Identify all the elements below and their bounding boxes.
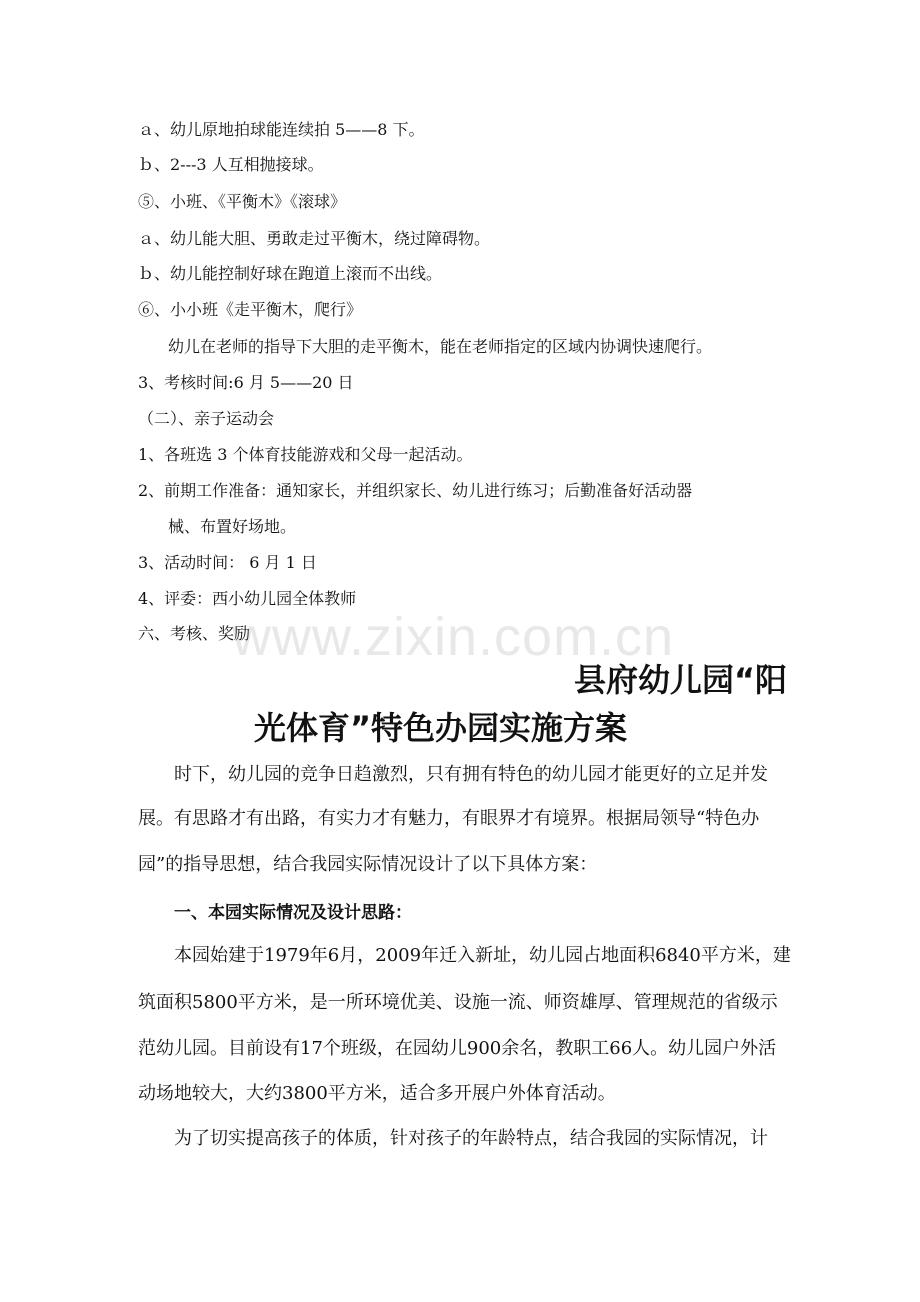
- list-item-small-class: ⑤、小班、《平衡木》《滚球》: [138, 192, 347, 211]
- list-item-assessment-time: 3、考核时间:6 月 5——20 日: [138, 373, 354, 392]
- paragraph-balance-crawl: 幼儿在老师的指导下大胆的走平衡木，能在老师指定的区域内协调快速爬行。: [168, 337, 713, 356]
- document-title-line1: 县府幼儿园“阳: [574, 661, 788, 699]
- paragraph-intro-line1: 时下，幼儿园的竞争日趋激烈，只有拥有特色的幼儿园才能更好的立足并发: [174, 764, 768, 785]
- list-item-a-ball-bounce: ａ、幼儿原地拍球能连续拍 5——8 下。: [138, 120, 425, 139]
- document-title-line2: 光体育”特色办园实施方案: [254, 709, 628, 747]
- list-item-preparation-cont: 械、布置好场地。: [168, 517, 297, 536]
- paragraph-situation-line1: 本园始建于1979年6月，2009年迁入新址，幼儿园占地面积6840平方米，建: [174, 945, 791, 966]
- list-item-class-games: 1、各班选 3 个体育技能游戏和父母一起活动。: [138, 445, 473, 464]
- list-item-smallest-class: ⑥、小小班《走平衡木，爬行》: [138, 300, 363, 319]
- paragraph-intro-line3: 园”的指导思想，结合我园实际情况设计了以下具体方案：: [138, 854, 598, 875]
- list-item-a-balance: ａ、幼儿能大胆、勇敢走过平衡木，绕过障碍物。: [138, 229, 491, 248]
- paragraph-situation-line2: 筑面积5800平方米，是一所环境优美、设施一流、师资雄厚、管理规范的省级示: [138, 992, 778, 1013]
- paragraph-intro-line2: 展。有思路才有出路，有实力才有魅力，有眼界才有境界。根据局领导“特色办: [138, 808, 760, 829]
- section-heading-parent-child: （二）、亲子运动会: [138, 409, 275, 428]
- list-item-judges: 4、评委：西小幼儿园全体教师: [138, 589, 357, 608]
- paragraph-situation-line4: 动场地较大，大约3800平方米，适合多开展户外体育活动。: [138, 1083, 616, 1104]
- paragraph-situation-line3: 范幼儿园。目前设有17个班级，在园幼儿900余名，教职工66人。幼儿园户外活: [138, 1038, 777, 1059]
- watermark: www.zixin.com.cn: [232, 607, 675, 667]
- list-item-b-catch: ｂ、2---3 人互相抛接球。: [138, 155, 324, 174]
- section-heading-assessment-reward: 六、考核、奖励: [138, 624, 251, 643]
- paragraph-plan-line1: 为了切实提高孩子的体质，针对孩子的年龄特点，结合我园的实际情况，计: [174, 1128, 768, 1149]
- list-item-activity-time: 3、活动时间： 6 月 1 日: [138, 553, 317, 572]
- list-item-preparation: 2、前期工作准备：通知家长，并组织家长、幼儿进行练习；后勤准备好活动器: [138, 481, 693, 500]
- list-item-b-roll: ｂ、幼儿能控制好球在跑道上滚而不出线。: [138, 264, 443, 283]
- section-heading-actual-situation: 一、本园实际情况及设计思路：: [174, 903, 412, 923]
